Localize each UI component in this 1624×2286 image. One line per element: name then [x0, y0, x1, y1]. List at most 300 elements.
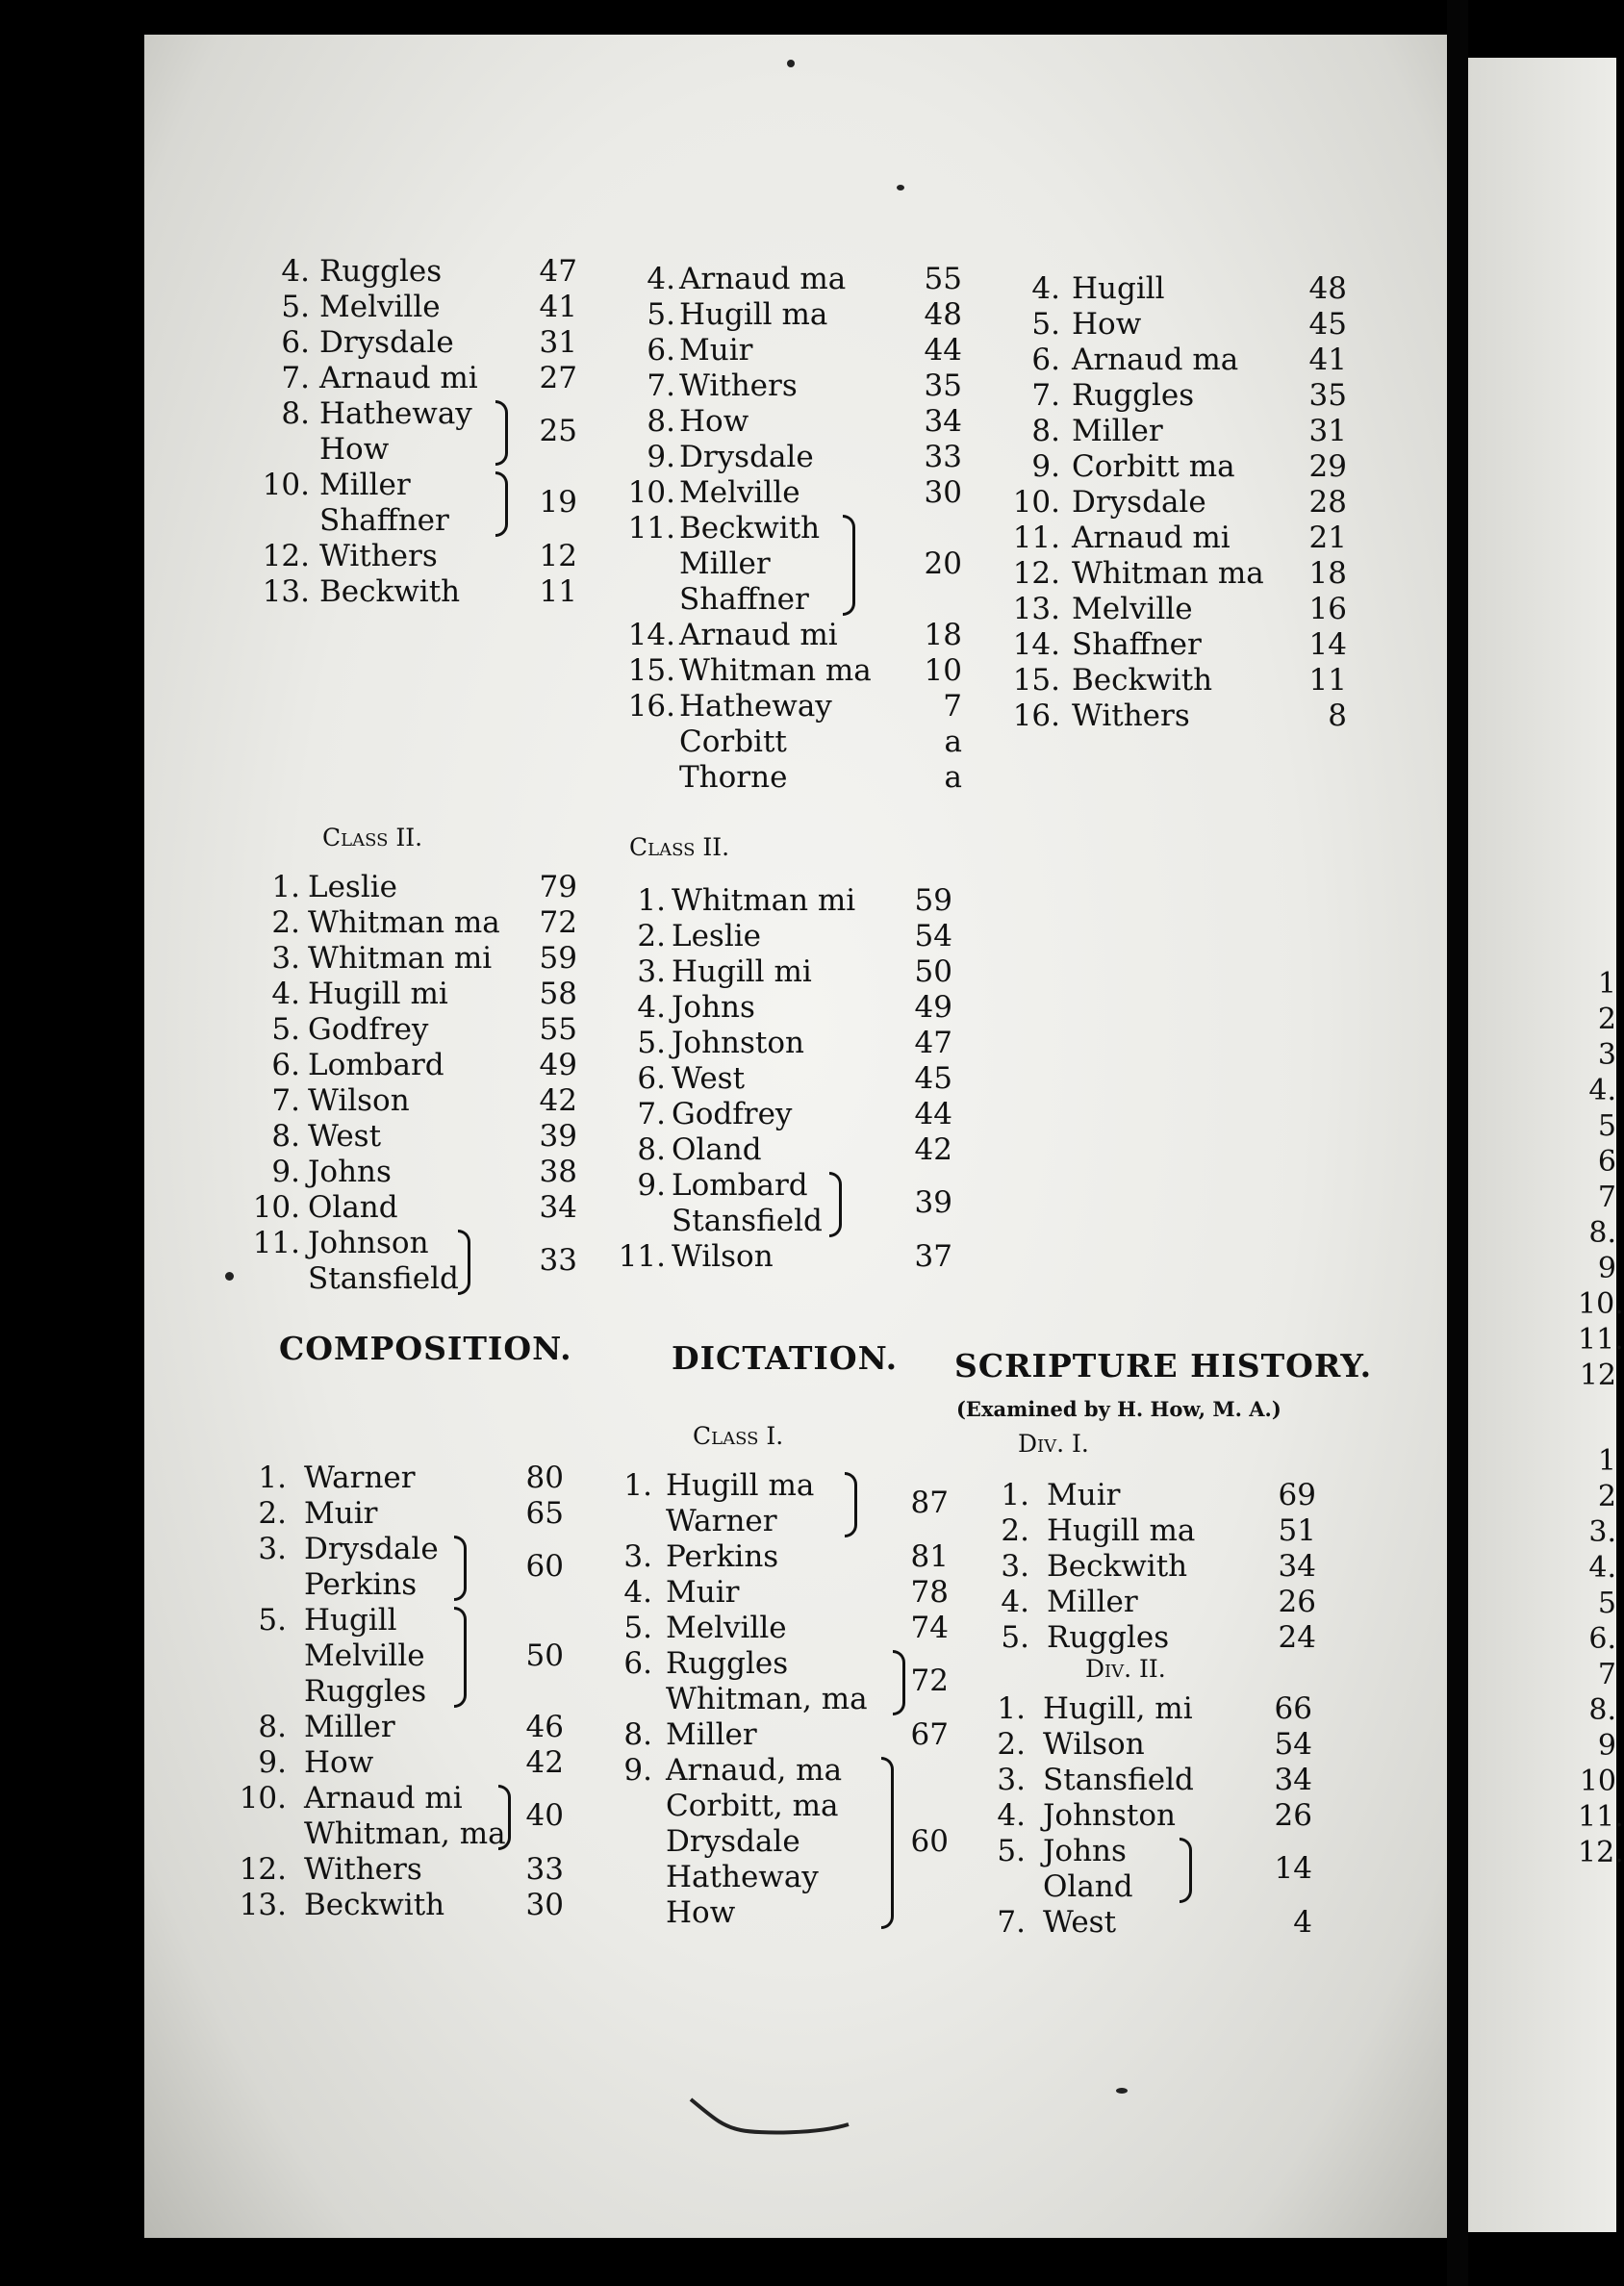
tie-brace: [454, 1536, 467, 1601]
facing-page-number: 8.: [1588, 1693, 1616, 1727]
examiner-note: (Examined by H. How, M. A.): [956, 1397, 1281, 1421]
student-name: Drysdale: [1072, 485, 1206, 520]
rank-number: 3.: [637, 954, 666, 989]
student-name: West: [308, 1119, 382, 1154]
rank-number: 7.: [647, 368, 675, 403]
student-name: Ruggles: [1072, 378, 1195, 413]
rank-number: 5.: [623, 1611, 652, 1645]
rank-number: 6.: [281, 325, 310, 360]
rank-number: 10.: [1012, 485, 1060, 520]
student-name: Whitman ma: [308, 905, 500, 940]
mark: 26: [1274, 1798, 1312, 1833]
student-name: Perkins: [304, 1567, 418, 1602]
mark: 58: [539, 977, 577, 1011]
entry-row: [593, 1468, 977, 1520]
entry-row: [1001, 343, 1357, 378]
mark: 18: [924, 618, 962, 652]
rank-number: 10.: [627, 475, 675, 510]
entry-row: [227, 1816, 593, 1852]
rank-number: 5.: [271, 1012, 300, 1047]
entry-row: [616, 475, 981, 511]
mark: 45: [1308, 307, 1347, 342]
facing-page-number: 6: [1597, 1145, 1616, 1179]
student-name: Hugill mi: [308, 977, 448, 1011]
entry-row: [616, 262, 981, 297]
rank-number: 8.: [258, 1710, 287, 1744]
rank-number: 2.: [271, 905, 300, 940]
entry-row: [606, 1132, 981, 1168]
tie-brace: [1180, 1838, 1192, 1903]
mark: 33: [525, 1852, 564, 1887]
entry-row: [606, 1168, 981, 1220]
tie-brace: [829, 1172, 842, 1237]
mark: 34: [1274, 1763, 1312, 1797]
student-name: Shaffner: [319, 503, 449, 538]
entry-row: [241, 1083, 587, 1119]
student-name: Shaffner: [1072, 627, 1202, 662]
entry-row: [227, 1496, 593, 1532]
student-name: Johns: [672, 990, 755, 1025]
student-name: Melville: [666, 1611, 787, 1645]
facing-page-number: 11.: [1578, 1323, 1624, 1357]
student-name: Muir: [666, 1575, 740, 1610]
mark: 33: [924, 440, 962, 474]
student-name: Miller: [319, 468, 411, 502]
entry-row: [241, 1119, 587, 1155]
entry-row: [616, 724, 981, 760]
rank-number: 7.: [997, 1905, 1026, 1940]
student-name: Drysdale: [666, 1824, 800, 1859]
facing-page-number: 2: [1597, 1480, 1616, 1513]
rank-number: 6.: [271, 1048, 300, 1082]
entry-row: [227, 1603, 593, 1638]
mark: 81: [910, 1539, 949, 1574]
mark: 25: [539, 414, 577, 448]
entry-row: [616, 618, 981, 653]
entry-row: [616, 333, 981, 368]
entry-row: [227, 1745, 593, 1781]
rank-number: 3.: [997, 1763, 1026, 1797]
rank-number: 11.: [618, 1239, 666, 1274]
rank-number: 8.: [1031, 414, 1060, 448]
top-ranking-column-1: [250, 254, 596, 620]
student-name: Whitman ma: [1072, 556, 1264, 591]
class-ii-column-1: [241, 870, 587, 1303]
student-name: Hatheway: [319, 396, 472, 431]
entry-row: [1001, 698, 1357, 734]
rank-number: 2.: [637, 919, 666, 953]
student-name: Beckwith: [1072, 663, 1213, 698]
rank-number: 15.: [1012, 663, 1060, 698]
rank-number: 4.: [647, 262, 675, 296]
tie-brace: [893, 1650, 905, 1715]
entry-row: [966, 1905, 1341, 1941]
entry-row: [616, 546, 981, 582]
mark: 7: [943, 689, 962, 724]
mark: 50: [914, 954, 952, 989]
rank-number: 8.: [271, 1119, 300, 1154]
student-name: West: [672, 1061, 746, 1096]
rank-number: 2.: [1001, 1513, 1029, 1548]
entry-row: [1001, 307, 1357, 343]
entry-row: [966, 1798, 1341, 1834]
tie-brace: [454, 1607, 467, 1708]
rank-number: 1.: [623, 1468, 652, 1503]
student-name: Miller: [1047, 1585, 1138, 1619]
facing-page-number: 6.: [1588, 1622, 1616, 1656]
student-name: Arnaud ma: [1072, 343, 1239, 377]
student-name: Beckwith: [304, 1888, 445, 1922]
student-name: Melville: [304, 1638, 425, 1673]
student-name: How: [679, 404, 749, 439]
student-name: Arnaud mi: [1072, 521, 1231, 555]
rank-number: 16.: [627, 689, 675, 724]
student-name: Miller: [304, 1710, 395, 1744]
mark: a: [944, 760, 962, 795]
entry-row: [606, 883, 981, 919]
entry-row: [966, 1869, 1341, 1905]
rank-number: 7.: [281, 361, 310, 395]
student-name: Hugill: [1072, 271, 1165, 306]
student-name: Oland: [672, 1132, 762, 1167]
mark: 14: [1274, 1851, 1312, 1886]
student-name: How: [319, 432, 390, 467]
student-name: Arnaud mi: [319, 361, 478, 395]
rank-number: 1.: [271, 870, 300, 904]
mark: 50: [525, 1638, 564, 1673]
rank-number: 13.: [262, 574, 310, 609]
mark: 31: [539, 325, 577, 360]
entry-row: [593, 1504, 977, 1539]
mark: 30: [525, 1888, 564, 1922]
entry-row: [593, 1717, 977, 1753]
facing-page-number: 5: [1597, 1587, 1616, 1620]
entry-row: [606, 1097, 981, 1132]
entry-row: [606, 990, 981, 1026]
mark: 29: [1308, 449, 1347, 484]
dictation-list: [593, 1468, 977, 1940]
student-name: Hatheway: [666, 1860, 819, 1894]
mark: 78: [910, 1575, 949, 1610]
entry-row: [593, 1539, 977, 1575]
student-name: Drysdale: [679, 440, 814, 474]
mark: 47: [914, 1026, 952, 1060]
scripture-div-ii: Div. II.: [1085, 1655, 1166, 1683]
rank-number: 6.: [1031, 343, 1060, 377]
student-name: Whitman mi: [308, 941, 493, 976]
rank-number: 10.: [262, 468, 310, 502]
student-name: Drysdale: [304, 1532, 439, 1566]
mark: 66: [1274, 1691, 1312, 1726]
mark: 72: [539, 905, 577, 940]
student-name: Perkins: [666, 1539, 779, 1574]
mark: 14: [1308, 627, 1347, 662]
entry-row: [241, 870, 587, 905]
mark: 18: [1308, 556, 1347, 591]
student-name: Beckwith: [1047, 1549, 1188, 1584]
rank-number: 6.: [647, 333, 675, 368]
entry-row: [970, 1478, 1345, 1513]
facing-page-number: 7: [1597, 1181, 1616, 1214]
facing-page-number: 2: [1597, 1003, 1616, 1036]
student-name: Lombard: [672, 1168, 808, 1203]
class-ii-column-2: [606, 883, 981, 1287]
student-name: Hugill: [304, 1603, 397, 1638]
student-name: Wilson: [672, 1239, 774, 1274]
mark: 87: [910, 1486, 949, 1520]
mark: 47: [539, 254, 577, 289]
student-name: How: [1072, 307, 1142, 342]
facing-page-number: 3.: [1588, 1515, 1616, 1549]
rank-number: 10.: [252, 1190, 300, 1225]
entry-row: [227, 1567, 593, 1603]
entry-row: [616, 582, 981, 618]
mark: 72: [910, 1664, 949, 1698]
rank-number: 7.: [271, 1083, 300, 1118]
rank-number: 9.: [637, 1168, 666, 1203]
entry-row: [250, 468, 596, 520]
mark: 80: [525, 1460, 564, 1495]
student-name: Godfrey: [308, 1012, 429, 1047]
rank-number: 12.: [262, 539, 310, 573]
entry-row: [606, 954, 981, 990]
rank-number: 5.: [637, 1026, 666, 1060]
mark: 8: [1328, 698, 1347, 733]
entry-row: [606, 919, 981, 954]
mark: 28: [1308, 485, 1347, 520]
mark: 55: [539, 1012, 577, 1047]
facing-page-number: 12.: [1578, 1836, 1624, 1869]
student-name: Beckwith: [679, 511, 821, 546]
entry-row: [593, 1860, 977, 1895]
student-name: How: [666, 1895, 736, 1930]
rank-number: 14.: [1012, 627, 1060, 662]
mark: 59: [914, 883, 952, 918]
rank-number: 9.: [258, 1745, 287, 1780]
entry-row: [241, 1190, 587, 1226]
mark: a: [944, 724, 962, 759]
entry-row: [241, 1012, 587, 1048]
student-name: Whitman, ma: [304, 1816, 506, 1851]
tie-brace: [495, 400, 508, 466]
entry-row: [970, 1585, 1345, 1620]
scan-speck: [787, 60, 795, 67]
student-name: Thorne: [679, 760, 788, 795]
rank-number: 11.: [627, 511, 675, 546]
entry-row: [1001, 485, 1357, 521]
facing-page-number: 10.: [1578, 1287, 1624, 1321]
scripture-div-ii-list: [966, 1691, 1341, 1951]
mark: 10: [924, 653, 962, 688]
student-name: Corbitt: [679, 724, 787, 759]
student-name: Muir: [304, 1496, 378, 1531]
student-name: Johns: [308, 1155, 392, 1189]
mark: 60: [910, 1824, 949, 1859]
entry-row: [227, 1638, 593, 1674]
tie-brace: [458, 1230, 470, 1295]
rank-number: 8.: [647, 404, 675, 439]
student-name: Miller: [666, 1717, 757, 1752]
composition-list: [227, 1460, 593, 1932]
student-name: Hugill ma: [1047, 1513, 1196, 1548]
mark: 74: [910, 1611, 949, 1645]
mark: 37: [914, 1239, 952, 1274]
rank-number: 4.: [637, 990, 666, 1025]
rank-number: 8.: [637, 1132, 666, 1167]
student-name: West: [1043, 1905, 1117, 1940]
entry-row: [966, 1834, 1341, 1886]
rank-number: 1.: [997, 1691, 1026, 1726]
mark: 38: [539, 1155, 577, 1189]
student-name: Leslie: [672, 919, 762, 953]
entry-row: [606, 1026, 981, 1061]
entry-row: [227, 1852, 593, 1888]
rank-number: 9.: [623, 1753, 652, 1788]
rank-number: 15.: [627, 653, 675, 688]
entry-row: [593, 1611, 977, 1646]
entry-row: [241, 905, 587, 941]
mark: 20: [924, 546, 962, 581]
student-name: Muir: [679, 333, 753, 368]
student-name: Corbitt ma: [1072, 449, 1235, 484]
class-ii-heading-left: Class II.: [322, 824, 423, 851]
rank-number: 2.: [997, 1727, 1026, 1762]
entry-row: [241, 977, 587, 1012]
mark: 69: [1278, 1478, 1316, 1512]
student-name: Wilson: [308, 1083, 410, 1118]
mark: 21: [1308, 521, 1347, 555]
student-name: Withers: [319, 539, 438, 573]
rank-number: 5.: [1031, 307, 1060, 342]
entry-row: [241, 1226, 587, 1278]
mark: 27: [539, 361, 577, 395]
entry-row: [250, 254, 596, 290]
mark: 45: [914, 1061, 952, 1096]
student-name: Miller: [679, 546, 771, 581]
entry-row: [1001, 592, 1357, 627]
mark: 40: [525, 1798, 564, 1833]
mark: 44: [914, 1097, 952, 1131]
student-name: Beckwith: [319, 574, 461, 609]
mark: 30: [924, 475, 962, 510]
entry-row: [250, 432, 596, 468]
entry-row: [227, 1710, 593, 1745]
facing-page-number: 1: [1597, 967, 1616, 1001]
scripture-div-i: Div. I.: [1018, 1430, 1089, 1458]
rank-number: 6.: [637, 1061, 666, 1096]
student-name: Johnston: [1043, 1798, 1177, 1833]
mark: 67: [910, 1717, 949, 1752]
entry-row: [966, 1763, 1341, 1798]
student-name: Arnaud, ma: [666, 1753, 843, 1788]
mark: 42: [539, 1083, 577, 1118]
facing-page-number: 12: [1579, 1359, 1616, 1392]
facing-page-number: 5: [1597, 1109, 1616, 1143]
entry-row: [616, 404, 981, 440]
mark: 51: [1278, 1513, 1316, 1548]
entry-row: [966, 1691, 1341, 1727]
student-name: Drysdale: [319, 325, 454, 360]
tie-brace: [845, 1472, 857, 1537]
student-name: Arnaud mi: [679, 618, 838, 652]
top-ranking-column-2: [616, 262, 981, 800]
rank-number: 3.: [258, 1532, 287, 1566]
entry-row: [241, 1261, 587, 1297]
rank-number: 5.: [1001, 1620, 1029, 1655]
rank-number: 13.: [1012, 592, 1060, 626]
rank-number: 1.: [637, 883, 666, 918]
mark: 34: [539, 1190, 577, 1225]
student-name: Warner: [666, 1504, 777, 1538]
entry-row: [606, 1239, 981, 1275]
mark: 11: [1308, 663, 1347, 698]
mark: 41: [1308, 343, 1347, 377]
student-name: Oland: [1043, 1869, 1133, 1904]
facing-page-number: 3: [1597, 1038, 1616, 1072]
student-name: Melville: [1072, 592, 1193, 626]
scripture-history-heading: SCRIPTURE HISTORY.: [954, 1347, 1373, 1384]
rank-number: 7.: [637, 1097, 666, 1131]
entry-row: [593, 1575, 977, 1611]
entry-row: [1001, 378, 1357, 414]
mark: 39: [914, 1185, 952, 1220]
facing-page-number: 4.: [1588, 1074, 1616, 1107]
rank-number: 8.: [623, 1717, 652, 1752]
entry-row: [616, 653, 981, 689]
entry-row: [1001, 556, 1357, 592]
mark: 35: [1308, 378, 1347, 413]
rank-number: 4.: [997, 1798, 1026, 1833]
student-name: Arnaud ma: [679, 262, 847, 296]
student-name: Johns: [1043, 1834, 1127, 1868]
student-name: Whitman mi: [672, 883, 856, 918]
entry-row: [616, 511, 981, 546]
entry-row: [227, 1460, 593, 1496]
entry-row: [1001, 271, 1357, 307]
entry-row: [616, 368, 981, 404]
mark: 79: [539, 870, 577, 904]
entry-row: [970, 1513, 1345, 1549]
mark: 65: [525, 1496, 564, 1531]
rank-number: 4.: [281, 254, 310, 289]
entry-row: [1001, 521, 1357, 556]
scan-speck: [1116, 2088, 1128, 2094]
student-name: Lombard: [308, 1048, 444, 1082]
facing-page-number: 9: [1597, 1252, 1616, 1285]
student-name: Leslie: [308, 870, 398, 904]
entry-row: [241, 941, 587, 977]
tie-brace: [881, 1757, 894, 1929]
rank-number: 12.: [239, 1852, 287, 1887]
student-name: Hugill ma: [679, 297, 828, 332]
entry-row: [616, 760, 981, 796]
rank-number: 11.: [252, 1226, 300, 1260]
mark: 19: [539, 485, 577, 520]
entry-row: [227, 1674, 593, 1710]
entry-row: [227, 1532, 593, 1584]
ink-stroke: [683, 2088, 856, 2146]
mark: 16: [1308, 592, 1347, 626]
entry-row: [227, 1781, 593, 1833]
student-name: Oland: [308, 1190, 398, 1225]
tie-brace: [498, 1785, 511, 1850]
entry-row: [616, 440, 981, 475]
facing-page-number: 1: [1597, 1444, 1616, 1478]
rank-number: 5.: [281, 290, 310, 324]
entry-row: [250, 361, 596, 396]
student-name: Arnaud mi: [304, 1781, 463, 1816]
mark: 39: [539, 1119, 577, 1154]
